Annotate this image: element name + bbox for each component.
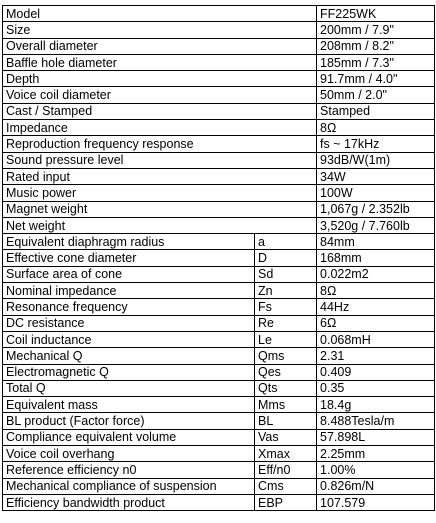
row-value: 18.4g bbox=[317, 397, 435, 413]
row-label: Reference efficiency n0 bbox=[3, 462, 255, 478]
row-label: Electromagnetic Q bbox=[3, 364, 255, 380]
row-value: 91.7mm / 4.0" bbox=[317, 71, 435, 87]
row-value: 200mm / 7.9" bbox=[317, 22, 435, 38]
table-row bbox=[3, 299, 435, 315]
row-value: 50mm / 2.0" bbox=[317, 87, 435, 103]
row-value: 84mm bbox=[317, 234, 435, 250]
row-value: 8.488Tesla/m bbox=[317, 413, 435, 429]
table-row bbox=[3, 38, 435, 54]
table-row bbox=[3, 494, 435, 510]
table-row bbox=[3, 397, 435, 413]
row-label: Surface area of cone bbox=[3, 266, 255, 282]
row-symbol: Qms bbox=[255, 348, 317, 364]
row-value: 0.35 bbox=[317, 380, 435, 396]
row-symbol: Cms bbox=[255, 478, 317, 494]
row-value: 1,067g / 2.352lb bbox=[317, 201, 435, 217]
row-label: DC resistance bbox=[3, 315, 255, 331]
table-row bbox=[3, 168, 435, 184]
row-value: 100W bbox=[317, 185, 435, 201]
row-label: Effective cone diameter bbox=[3, 250, 255, 266]
row-label: Voice coil overhang bbox=[3, 446, 255, 462]
row-value: 8Ω bbox=[317, 120, 435, 136]
row-symbol: Eff/n0 bbox=[255, 462, 317, 478]
table-row bbox=[3, 266, 435, 282]
table-row bbox=[3, 201, 435, 217]
row-value: 6Ω bbox=[317, 315, 435, 331]
row-label: Cast / Stamped bbox=[3, 103, 317, 119]
row-label: Resonance frequency bbox=[3, 299, 255, 315]
row-value: 8Ω bbox=[317, 283, 435, 299]
row-symbol: Xmax bbox=[255, 446, 317, 462]
row-label: Mechanical compliance of suspension bbox=[3, 478, 255, 494]
row-label: Coil inductance bbox=[3, 331, 255, 347]
row-label: Compliance equivalent volume bbox=[3, 429, 255, 445]
row-label: BL product (Factor force) bbox=[3, 413, 255, 429]
row-label: Net weight bbox=[3, 217, 317, 233]
table-row bbox=[3, 364, 435, 380]
row-value: Stamped bbox=[317, 103, 435, 119]
row-label: Music power bbox=[3, 185, 317, 201]
row-value: 0.022m2 bbox=[317, 266, 435, 282]
row-label: Baffle hole diameter bbox=[3, 54, 317, 70]
row-label: Impedance bbox=[3, 120, 317, 136]
table-row bbox=[3, 478, 435, 494]
row-value: 0.409 bbox=[317, 364, 435, 380]
row-label: Mechanical Q bbox=[3, 348, 255, 364]
row-value: 208mm / 8.2" bbox=[317, 38, 435, 54]
row-value: 3,520g / 7.760lb bbox=[317, 217, 435, 233]
row-symbol: Qes bbox=[255, 364, 317, 380]
row-label: Reproduction frequency response bbox=[3, 136, 317, 152]
row-label: Equivalent mass bbox=[3, 397, 255, 413]
row-label: Overall diameter bbox=[3, 38, 317, 54]
table-row bbox=[3, 217, 435, 233]
table-row bbox=[3, 185, 435, 201]
table-row bbox=[3, 54, 435, 70]
row-value: 185mm / 7.3" bbox=[317, 54, 435, 70]
table-row bbox=[3, 120, 435, 136]
row-label: Voice coil diameter bbox=[3, 87, 317, 103]
row-label: Sound pressure level bbox=[3, 152, 317, 168]
row-symbol: Sd bbox=[255, 266, 317, 282]
row-value: 34W bbox=[317, 168, 435, 184]
table-row bbox=[3, 136, 435, 152]
row-value: 2.25mm bbox=[317, 446, 435, 462]
row-symbol: Re bbox=[255, 315, 317, 331]
row-symbol: EBP bbox=[255, 494, 317, 510]
row-symbol: Qts bbox=[255, 380, 317, 396]
table-row bbox=[3, 315, 435, 331]
spec-table-body bbox=[3, 6, 435, 511]
table-row bbox=[3, 348, 435, 364]
table-row bbox=[3, 103, 435, 119]
row-symbol: a bbox=[255, 234, 317, 250]
row-label: Size bbox=[3, 22, 317, 38]
table-row bbox=[3, 446, 435, 462]
row-symbol: Le bbox=[255, 331, 317, 347]
table-row bbox=[3, 413, 435, 429]
row-value: 0.826m/N bbox=[317, 478, 435, 494]
row-value: 57.898L bbox=[317, 429, 435, 445]
row-value: 44Hz bbox=[317, 299, 435, 315]
row-value: 168mm bbox=[317, 250, 435, 266]
table-row bbox=[3, 380, 435, 396]
row-symbol: BL bbox=[255, 413, 317, 429]
row-value: 107.579 bbox=[317, 494, 435, 510]
row-label: Nominal impedance bbox=[3, 283, 255, 299]
row-value: 93dB/W(1m) bbox=[317, 152, 435, 168]
row-value: fs ~ 17kHz bbox=[317, 136, 435, 152]
table-row bbox=[3, 22, 435, 38]
table-row bbox=[3, 283, 435, 299]
row-value: 1.00% bbox=[317, 462, 435, 478]
table-row bbox=[3, 87, 435, 103]
table-row bbox=[3, 250, 435, 266]
row-label: Depth bbox=[3, 71, 317, 87]
row-label: Total Q bbox=[3, 380, 255, 396]
row-value: 0.068mH bbox=[317, 331, 435, 347]
row-label: Rated input bbox=[3, 168, 317, 184]
speaker-spec-table bbox=[2, 5, 435, 511]
table-row bbox=[3, 71, 435, 87]
row-value: 2.31 bbox=[317, 348, 435, 364]
row-label: Model bbox=[3, 6, 317, 22]
row-symbol: D bbox=[255, 250, 317, 266]
table-row bbox=[3, 234, 435, 250]
row-symbol: Zn bbox=[255, 283, 317, 299]
row-symbol: Fs bbox=[255, 299, 317, 315]
table-row bbox=[3, 152, 435, 168]
row-value: FF225WK bbox=[317, 6, 435, 22]
table-row bbox=[3, 6, 435, 22]
row-symbol: Vas bbox=[255, 429, 317, 445]
table-row bbox=[3, 429, 435, 445]
table-row bbox=[3, 462, 435, 478]
row-label: Efficiency bandwidth product bbox=[3, 494, 255, 510]
row-symbol: Mms bbox=[255, 397, 317, 413]
table-row bbox=[3, 331, 435, 347]
row-label: Magnet weight bbox=[3, 201, 317, 217]
row-label: Equivalent diaphragm radius bbox=[3, 234, 255, 250]
